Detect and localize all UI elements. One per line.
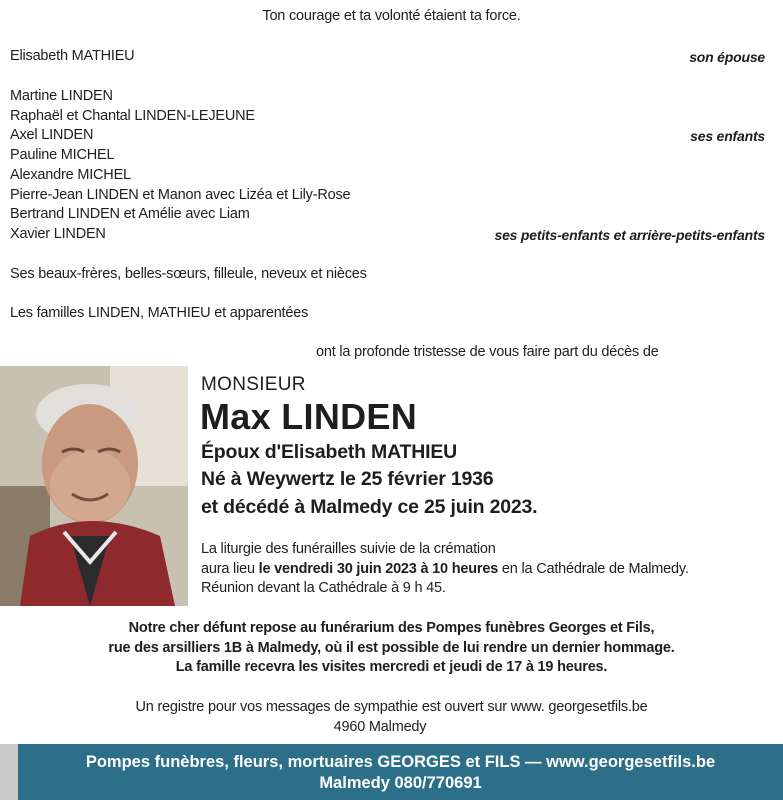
- rest-line: Notre cher défunt repose au funérarium des Pompes funèbres Georges et Fils,: [128, 620, 655, 636]
- family-line: Xavier LINDEN: [10, 226, 106, 242]
- rest-line: La famille recevra les visites mercredi et jeudi de 17 à 19 heures.: [175, 659, 608, 675]
- liturgy-meeting-line: Réunion devant la Cathédrale à 9 h 45.: [201, 580, 446, 596]
- spouse-name: Elisabeth MATHIEU: [10, 48, 135, 64]
- family-line: Pierre-Jean LINDEN et Manon avec Lizéa et Lily-Rose: [10, 187, 351, 203]
- quote: Ton courage et ta volonté étaient ta force.: [262, 8, 521, 24]
- liturgy-line: La liturgie des funérailles suivie de la crémation: [201, 541, 496, 557]
- family-line: Martine LINDEN: [10, 88, 113, 104]
- family-line: Alexandre MICHEL: [10, 167, 131, 183]
- postal-line: 4960 Malmedy: [333, 719, 427, 735]
- grandchildren-role: ses petits-enfants et arrière-petits-enfants: [494, 227, 765, 243]
- family-line: Raphaël et Chantal LINDEN-LEJEUNE: [10, 108, 255, 124]
- deceased-spouse-line: Époux d'Elisabeth MATHIEU: [201, 441, 458, 463]
- families-line: Les familles LINDEN, MATHIEU et apparentées: [10, 305, 309, 321]
- footer-phone: Malmedy 080/770691: [319, 774, 482, 792]
- deceased-born-line: Né à Weywertz le 25 février 1936: [201, 468, 494, 490]
- family-line: Pauline MICHEL: [10, 147, 115, 163]
- children-role: ses enfants: [690, 128, 765, 144]
- registry-line: Un registre pour vos messages de sympathie est ouvert sur www. georgesetfils.be: [135, 699, 648, 715]
- deceased-title: MONSIEUR: [201, 374, 306, 395]
- spouse-role: son épouse: [689, 49, 765, 65]
- portrait-illustration: [0, 366, 188, 606]
- portrait-photo: [0, 366, 188, 606]
- rest-line: rue des arsilliers 1B à Malmedy, où il est possible de lui rendre un dernier hommage.: [108, 640, 675, 656]
- family-line: Axel LINDEN: [10, 127, 94, 143]
- deceased-died-line: et décédé à Malmedy ce 25 juin 2023.: [201, 496, 538, 518]
- deceased-name: Max LINDEN: [200, 396, 418, 437]
- in-laws-line: Ses beaux-frères, belles-sœurs, filleule, neveux et nièces: [10, 266, 367, 282]
- family-line: Bertrand LINDEN et Amélie avec Liam: [10, 206, 250, 222]
- announcement: ont la profonde tristesse de vous faire part du décès de: [316, 344, 659, 360]
- liturgy-text: aura lieu: [201, 561, 259, 577]
- liturgy-date: le vendredi 30 juin 2023 à 10 heures: [258, 561, 499, 577]
- liturgy-place: en la Cathédrale de Malmedy.: [498, 561, 689, 577]
- liturgy-date-line: [201, 561, 689, 577]
- footer-line: Pompes funèbres, fleurs, mortuaires GEORGES et FILS — www.georgesetfils.be: [85, 753, 716, 771]
- footer-stripe: [0, 744, 18, 800]
- footer-banner: [0, 744, 783, 800]
